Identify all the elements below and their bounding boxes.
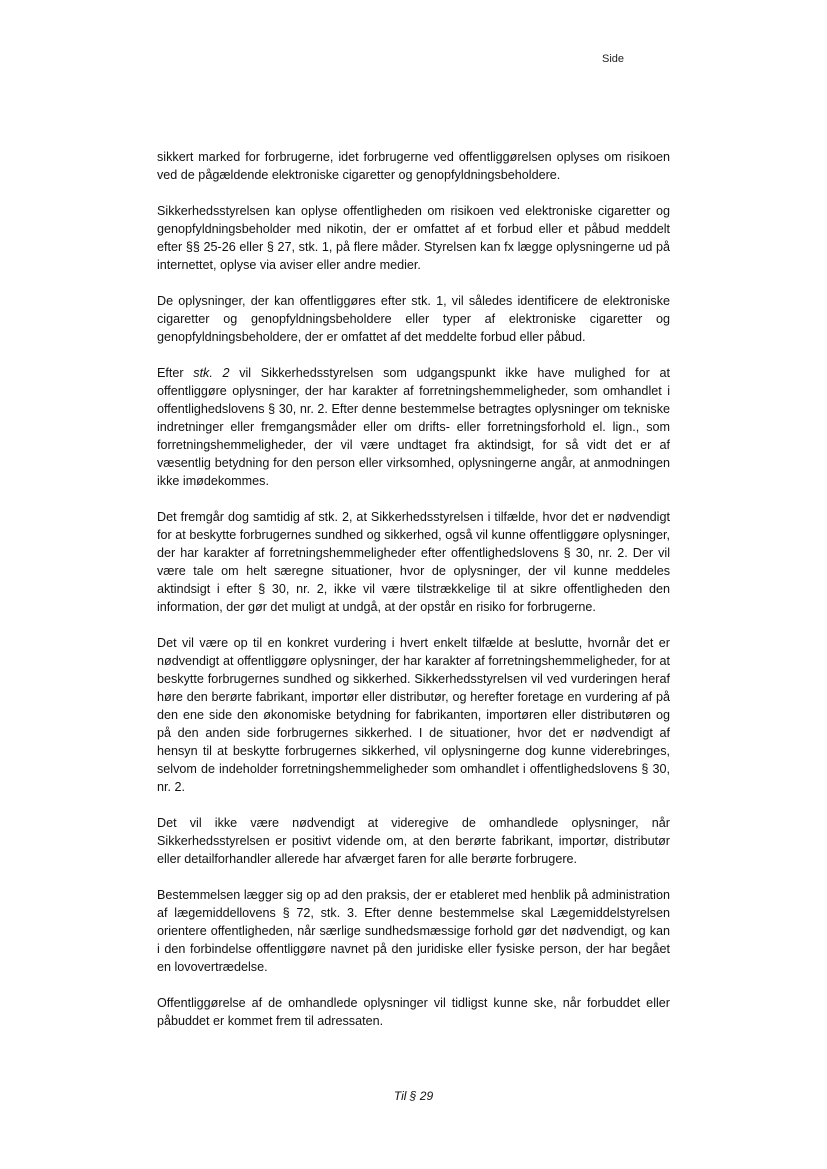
paragraph-5: Det fremgår dog samtidig af stk. 2, at Sikkerhedsstyrelsen i tilfælde, hvor det er nødvendigt for at beskytte forbrugernes sundhed og sikkerhed, også vil kunne offentliggøre oplysninger, der har karakter af forretningshemmeligheder efter offentlighedslovens § 30, nr. 2. Der vil være tale om helt særegne situationer, hvor de oplysninger, der vil kunne meddeles aktindsigt i efter § 30, nr. 2, ikke vil være tilstrækkelige til at sikre offentligheden den information, der gør det muligt at undgå, at der opstår en risiko for forbrugerne.	[157, 510, 670, 614]
paragraph-4-after: vil Sikkerhedsstyrelsen som udgangspunkt ikke have mulighed for at offentliggøre oplysninger, der har karakter af forretningshemmeligheder, som omhandlet i offentlighedslovens § 30, nr. 2. Efter denne bestemmelse betragtes oplysninger om tekniske indretninger eller fremgangsmåder eller om drifts- eller forretningsforhold el. lign., som forretningshemmeligheder, der vil være undtaget fra aktindsigt, for så vidt det er af væsentlig betydning for den person eller virksomhed, oplysningerne angår, at anmodningen ikke imødekommes.	[157, 366, 670, 488]
paragraph-4-before: Efter	[157, 366, 194, 380]
paragraph-4-emphasis: stk. 2	[193, 366, 230, 380]
paragraph-9: Offentliggørelse af de omhandlede oplysninger vil tidligst kunne ske, når forbuddet eller påbuddet er kommet frem til adressaten.	[157, 996, 670, 1028]
paragraph-7: Det vil ikke være nødvendigt at videregive de omhandlede oplysninger, når Sikkerhedsstyrelsen er positivt vidende om, at den berørte fabrikant, importør, distributør eller detailforhandler allerede har afværget faren for alle berørte forbrugere.	[157, 816, 670, 866]
section-footer-label: Til § 29	[393, 1089, 434, 1103]
document-body	[157, 148, 670, 1048]
paragraph-6: Det vil være op til en konkret vurdering i hvert enkelt tilfælde at beslutte, hvornår det er nødvendigt at offentliggøre oplysninger, der har karakter af forretningshemmeligheder, for at beskytte forbrugernes sundhed og sikkerhed. Sikkerhedsstyrelsen vil ved vurderingen heraf høre den berørte fabrikant, importør eller distributør, og herefter foretage en vurdering af på den ene side den økonomiske betydning for fabrikanten, importøren eller distributøren og på den anden side forbrugernes sikkerhed. I de situationer, hvor det er nødvendigt af hensyn til at beskytte forbrugernes sikkerhed, vil oplysningerne dog kunne viderebringes, selvom de indeholder forretningshemmeligheder som omhandlet i offentlighedslovens § 30, nr. 2.	[157, 636, 670, 794]
paragraph-2: Sikkerhedsstyrelsen kan oplyse offentligheden om risikoen ved elektroniske cigaretter og genopfyldningsbeholder med nikotin, der er omfattet af et forbud eller et påbud meddelt efter §§ 25-26 eller § 27, stk. 1, på flere måder. Styrelsen kan fx lægge oplysningerne ud på internettet, oplyse via aviser eller andre medier.	[157, 204, 670, 272]
paragraph-1: sikkert marked for forbrugerne, idet forbrugerne ved offentliggørelsen oplyses om risikoen ved de pågældende elektroniske cigaretter og genopfyldningsbeholdere.	[157, 150, 670, 182]
paragraph-4	[157, 364, 670, 490]
paragraph-8: Bestemmelsen lægger sig op ad den praksis, der er etableret med henblik på administration af lægemiddellovens § 72, stk. 3. Efter denne bestemmelse skal Lægemiddelstyrelsen orientere offentligheden, når særlige sundhedsmæssige forhold gør det nødvendigt, og kan i den forbindelse offentliggøre navnet på den juridiske eller fysiske person, der har begået en lovovertrædelse.	[157, 888, 670, 974]
paragraph-3: De oplysninger, der kan offentliggøres efter stk. 1, vil således identificere de elektroniske cigaretter og genopfyldningsbeholdere eller typer af elektroniske cigaretter og genopfyldningsbeholdere, der er omfattet af det meddelte forbud eller påbud.	[157, 294, 670, 344]
page-label: Side	[602, 53, 625, 65]
